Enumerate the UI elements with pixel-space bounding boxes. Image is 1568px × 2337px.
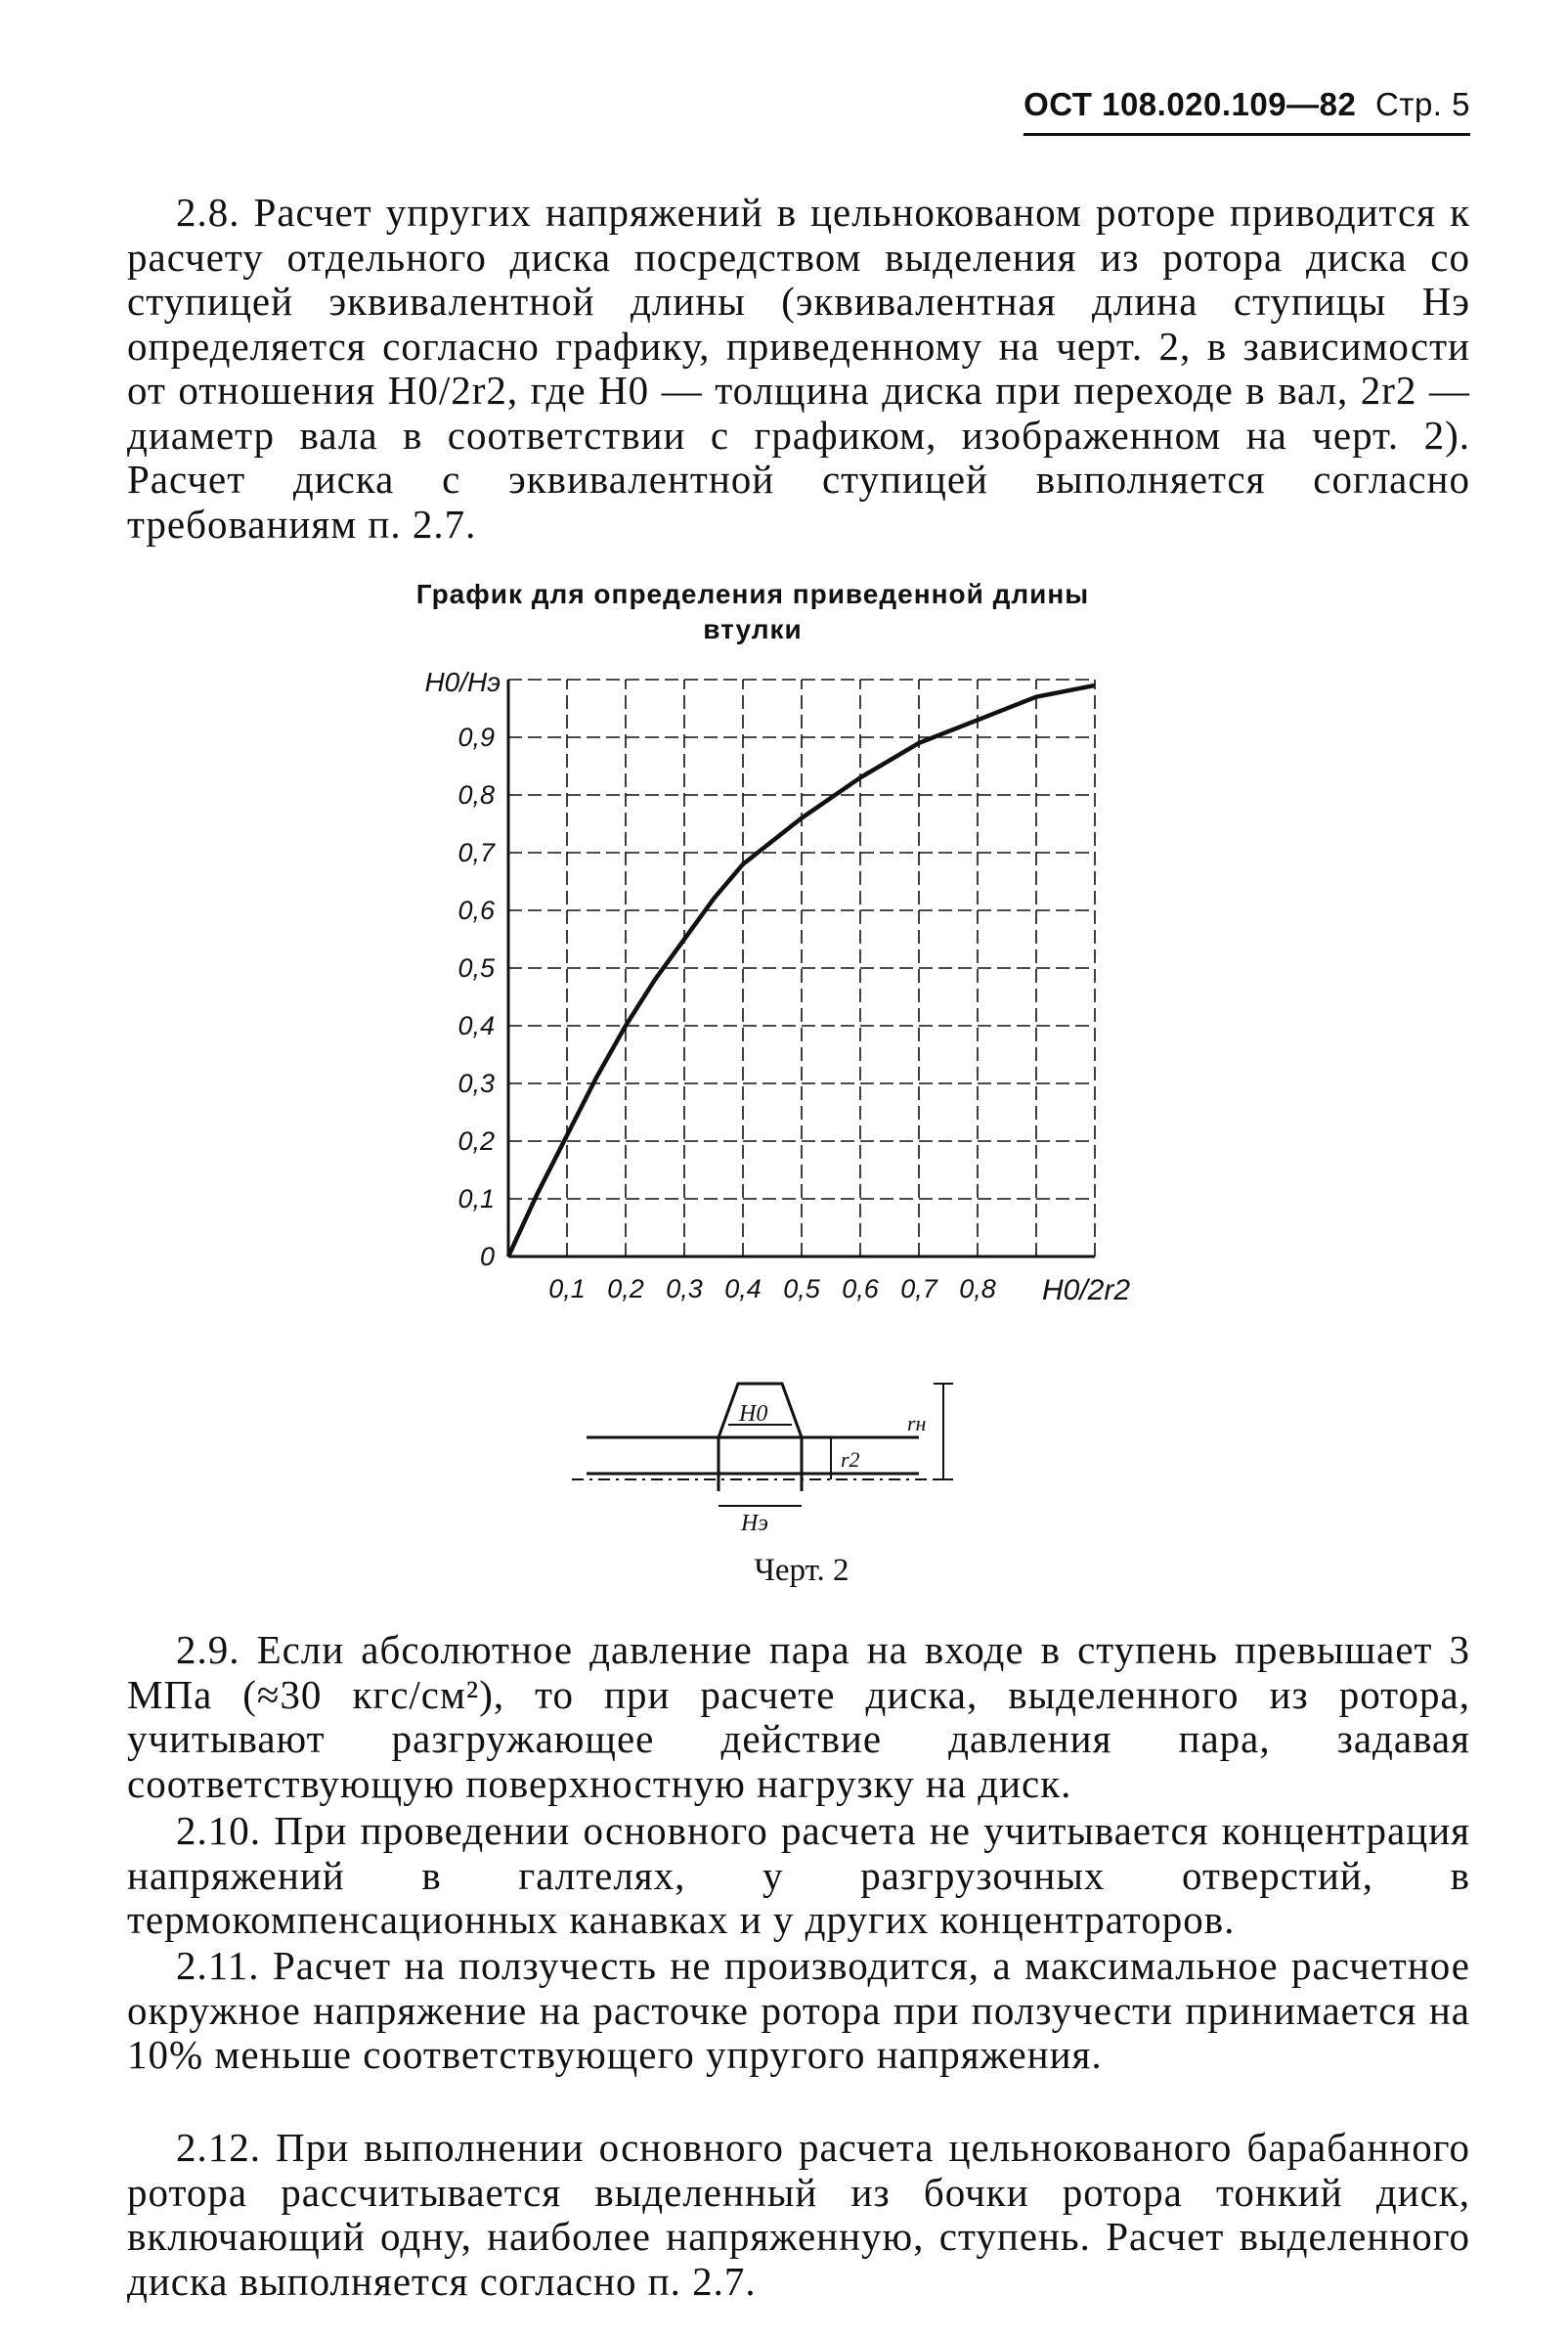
y-axis-label: H0/Hэ: [424, 667, 501, 697]
document-code: ОСТ 108.020.109—82: [1024, 86, 1357, 122]
page-header: [1024, 86, 1470, 136]
x-tick-label: 0,7: [900, 1274, 937, 1303]
figure-caption: Черт. 2: [754, 1553, 849, 1588]
paragraph-2-10: [127, 1809, 1470, 1943]
x-axis-label: H0/2r2: [1042, 1274, 1131, 1306]
x-tick-label: 0,1: [548, 1274, 586, 1303]
paragraph-text: 2.11. Расчет на ползучесть не производится, а максимальное расчетное окружное напряжение на расточке ротора при ползучести принимается на 10% меньше соответствующего упругого напряжения.: [127, 1943, 1470, 2077]
paragraph-text: 2.10. При проведении основного расчета не учитывается концентрация напряжений в галтелях, у разгрузочных отверстий, в термокомпенсационных канавках и у других концентраторов.: [127, 1808, 1470, 1942]
x-tick-label: 0,2: [607, 1274, 644, 1303]
y-tick-label: 0,9: [457, 723, 495, 752]
sketch-label-rn: rн: [907, 1411, 927, 1435]
paragraph-text: 2.8. Расчет упругих напряжений в цельнокованом роторе приводится к расчету отдельного диска посредством выделения из ротора диска со ступицей эквивалентной длины (эквивалентная длина ступицы Hэ определяется согласно графику, приведенному на черт. 2, в зависимости от отношения H0/2r2, где H0 — толщина диска при переходе в вал, 2r2 — диаметр вала в соответствии с графиком, изображенном на черт. 2). Расчет диска с эквивалентной ступицей выполняется согласно требованиям п. 2.7.: [127, 190, 1470, 547]
paragraph-2-8: [127, 191, 1470, 547]
y-tick-label: 0,7: [457, 838, 495, 867]
y-tick-label: 0,6: [457, 896, 495, 925]
sketch-label-r2: r2: [841, 1447, 860, 1472]
disc-hub-sketch: [547, 1364, 968, 1535]
paragraph-2-11: [127, 1944, 1470, 2078]
y-tick-label: 0,5: [457, 953, 495, 983]
y-tick-label: 0: [479, 1242, 495, 1271]
chart-title: График для определения приведенной длины втулки: [415, 579, 1090, 644]
y-tick-label: 0,2: [457, 1126, 495, 1156]
x-tick-label: 0,3: [666, 1274, 703, 1303]
y-tick-label: 0,3: [457, 1069, 495, 1098]
sketch-label-h0: H0: [739, 1401, 768, 1427]
x-tick-label: 0,6: [842, 1274, 879, 1303]
sketch-label-he: Hэ: [741, 1511, 768, 1535]
paragraph-text: 2.9. Если абсолютное давление пара на входе в ступень превышает 3 МПа (≈30 кгс/см²), то при расчете диска, выделенного из ротора, учитывают разгружающее действие давления пара, задавая соответствующую поверхностную нагрузку на диск.: [127, 1627, 1470, 1806]
paragraph-2-9: [127, 1628, 1470, 1806]
y-tick-label: 0,1: [457, 1184, 495, 1213]
x-tick-label: 0,8: [959, 1274, 996, 1303]
x-tick-label: 0,4: [724, 1274, 762, 1303]
paragraph-2-12: [127, 2126, 1470, 2304]
x-tick-label: 0,5: [783, 1274, 820, 1303]
y-tick-label: 0,8: [457, 780, 495, 810]
hub-length-chart: [401, 660, 1163, 1325]
paragraph-text: 2.12. При выполнении основного расчета цельнокованого барабанного ротора рассчитывается выделенный из бочки ротора тонкий диск, включающий одну, наиболее напряженную, ступень. Расчет выделенного диска выполняется согласно п. 2.7.: [127, 2125, 1470, 2304]
page-number: Стр. 5: [1375, 86, 1470, 122]
y-tick-label: 0,4: [457, 1011, 495, 1040]
